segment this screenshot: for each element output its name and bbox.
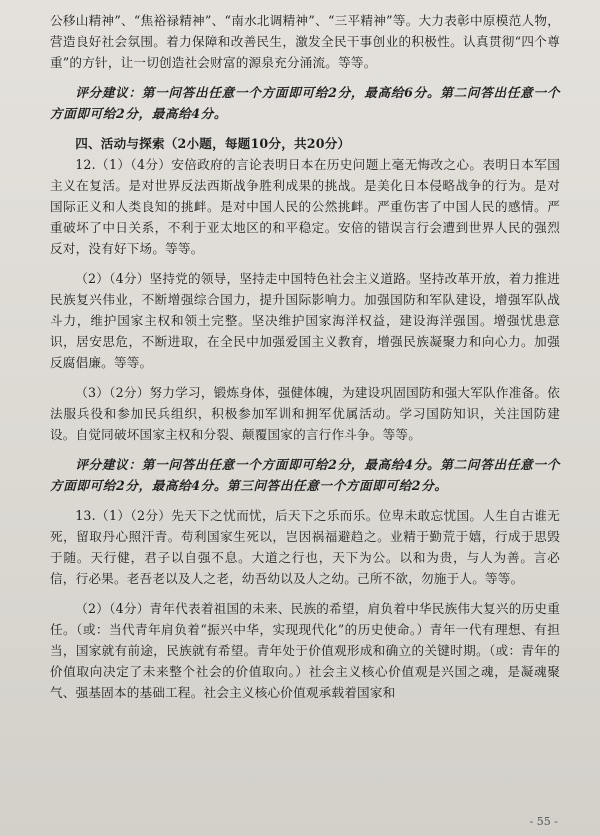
question-12-part-2: （2）（4分）坚持党的领导，坚持走中国特色社会主义道路。坚持改革开放，着力推进民族复兴伟业，不断增强综合国力，提升国际影响力。加强国防和军队建设，增强军队战斗力，维护国家主权和领土完整。坚决维护国家海洋权益，建设海洋强国。增强忧患意识，居安思危，不断进取，在全民中加强爱国主义教育，增强民族凝聚力和向心力。加强反腐倡廉。等等。 <box>50 271 560 370</box>
question-13-part-1: 13.（1）（2分）先天下之忧而忧，后天下之乐而乐。位卑未敢忘忧国。人生自古谁无死，留取丹心照汗青。苟利国家生死以，岂因祸福避趋之。业精于勤荒于嬉，行成于思毁于随。天行健，君子以自强不息。大道之行也，天下为公。以和为贵，与人为善。言必信，行必果。老吾老以及人之老，幼吾幼以及人之幼。己所不欲，勿施于人。等等。 <box>50 508 560 586</box>
paragraph-continuation: 公移山精神”、“焦裕禄精神”、“南水北调精神”、“三平精神”等。大力表彰中原模范人物，营造良好社会氛围。着力保障和改善民生，激发全民干事创业的积极性。认真贯彻“四个尊重”的方针，让一切创造社会财富的源泉充分涌流。等等。 <box>50 13 560 70</box>
section-heading-activity: 四、活动与探索（2小题，每题10分，共20分） <box>75 136 351 151</box>
scoring-suggestion-1: 评分建议：第一问答出任意一个方面即可给2分，最高给6分。第二问答出任意一个方面即可给2分，最高给4分。 <box>50 85 560 121</box>
scoring-suggestion-2: 评分建议：第一问答出任意一个方面即可给2分，最高给4分。第二问答出任意一个方面即可给2分，最高给4分。第三问答出任意一个方面即可给2分。 <box>50 457 560 493</box>
page-number: - 55 - <box>529 815 558 828</box>
question-12-part-1: 12.（1）（4分）安倍政府的言论表明日本在历史问题上毫无悔改之心。表明日本军国主义在复活。是对世界反法西斯战争胜利成果的挑战。是美化日本侵略战争的行为。是对国际正义和人类良知的挑衅。是对中国人民的公然挑衅。严重伤害了中国人民的感情。严重破坏了中日关系，不利于亚太地区的和平稳定。安倍的错误言行会遭到世界人民的强烈反对，没有好下场。等等。 <box>50 157 560 256</box>
question-13-part-2: （2）（4分）青年代表着祖国的未来、民族的希望，肩负着中华民族伟大复兴的历史重任。（或：当代青年肩负着“振兴中华，实现现代化”的历史使命。）青年一代有理想、有担当，国家就有前途，民族就有希望。青年处于价值观形成和确立的关键时期。（或：青年的价值取向决定了未来整个社会的价值取向。）社会主义核心价值观是兴国之魂，是凝魂聚气、强基固本的基础工程。社会主义核心价值观承载着国家和 <box>50 601 560 700</box>
question-12-part-3: （3）（2分）努力学习，锻炼身体，强健体魄，为建设巩固国防和强大军队作准备。依法服兵役和参加民兵组织，积极参加军训和拥军优属活动。学习国防知识，关注国防建设。自觉同破坏国家主权和分裂、颠覆国家的言行作斗争。等等。 <box>50 385 560 442</box>
